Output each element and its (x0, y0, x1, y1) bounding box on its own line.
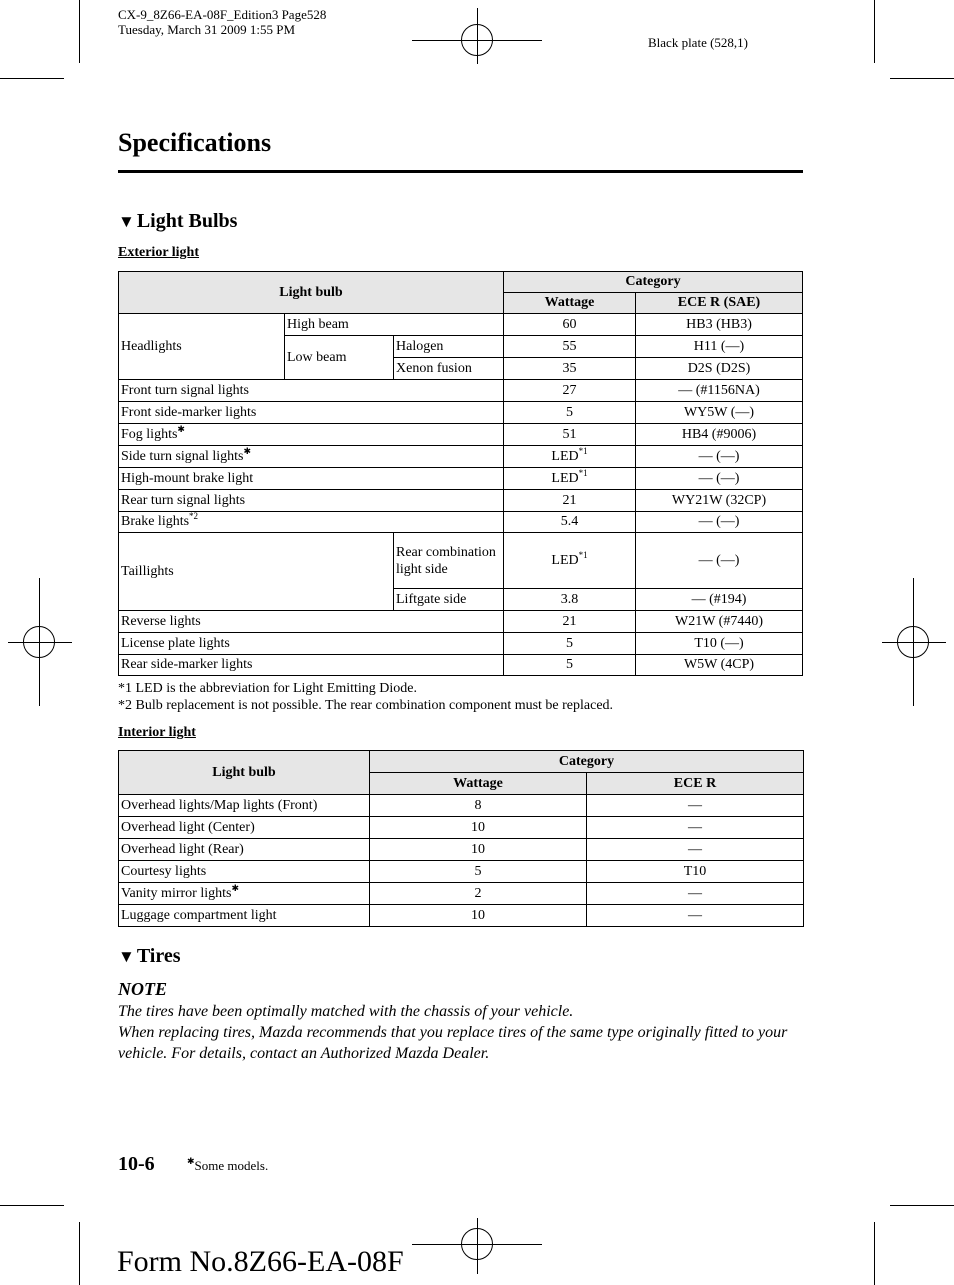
interior-light-table (118, 750, 804, 927)
bulb-ece: — (587, 795, 804, 817)
front-side-ece: WY5W (—) (636, 402, 803, 424)
bulb-name: Luggage compartment light (119, 905, 370, 927)
high-mount-wattage (504, 468, 636, 490)
liftgate-cell: Liftgate side (394, 589, 504, 611)
front-turn-wattage: 27 (504, 380, 636, 402)
interior-light-label: Interior light (118, 725, 196, 740)
xenon-cell: Xenon fusion (394, 358, 504, 380)
bulb-wattage: 10 (370, 817, 587, 839)
header-category: Category (370, 751, 804, 773)
bulb-name: Courtesy lights (119, 861, 370, 883)
bulb-name: Overhead lights/Map lights (Front) (119, 795, 370, 817)
table-row (119, 795, 804, 817)
high-beam-wattage: 60 (504, 314, 636, 336)
rear-side-wattage: 5 (504, 655, 636, 676)
bulb-name: Vanity mirror lights (121, 885, 232, 901)
liftgate-wattage: 3.8 (504, 589, 636, 611)
header-ece: ECE R (SAE) (636, 293, 803, 314)
brake-ece: — (—) (636, 512, 803, 533)
high-beam-ece: HB3 (HB3) (636, 314, 803, 336)
side-turn-ece: — (—) (636, 446, 803, 468)
bulb-wattage: 10 (370, 839, 587, 861)
star-icon: ✱ (177, 423, 185, 434)
table-row (119, 861, 804, 883)
side-turn-label: Side turn signal lights (121, 448, 244, 464)
halogen-ece: H11 (—) (636, 336, 803, 358)
note-line-1: The tires have been optimally matched with the chassis of your vehicle. (118, 1003, 574, 1020)
header-wattage: Wattage (504, 293, 636, 314)
brake-wattage: 5.4 (504, 512, 636, 533)
low-beam-cell: Low beam (285, 336, 394, 380)
plate-label: Black plate (528,1) (648, 35, 748, 50)
led-label: LED (551, 470, 579, 486)
bulb-name-cell (119, 883, 370, 905)
header-light-bulb: Light bulb (119, 272, 504, 314)
bulb-wattage: 2 (370, 883, 587, 905)
table-row (119, 883, 804, 905)
rear-turn-cell: Rear turn signal lights (119, 490, 504, 512)
high-beam-cell: High beam (285, 314, 504, 336)
rear-combo-wattage (504, 533, 636, 589)
rear-combo-ece: — (—) (636, 533, 803, 589)
footnote-2: *2 Bulb replacement is not possible. The rear combination component must be replaced. (118, 698, 614, 713)
fog-cell (119, 424, 504, 446)
page-number: 10-6 (118, 1153, 155, 1175)
reverse-wattage: 21 (504, 611, 636, 633)
footnote-ref-1: *1 (578, 445, 588, 456)
star-icon: ✱ (243, 445, 252, 456)
halogen-cell: Halogen (394, 336, 504, 358)
bulb-ece: — (587, 883, 804, 905)
rear-side-ece: W5W (4CP) (636, 655, 803, 676)
header-category: Category (504, 272, 803, 293)
front-side-wattage: 5 (504, 402, 636, 424)
some-models-note (187, 1158, 268, 1174)
some-models-text: Some models. (194, 1158, 269, 1173)
title-rule (118, 170, 803, 173)
page-title: Specifications (118, 128, 272, 157)
header-ece: ECE R (587, 773, 804, 795)
led-label: LED (551, 552, 579, 568)
taillights-cell: Taillights (119, 533, 394, 611)
reverse-cell: Reverse lights (119, 611, 504, 633)
header-wattage: Wattage (370, 773, 587, 795)
reverse-ece: W21W (#7440) (636, 611, 803, 633)
print-header-line2: Tuesday, March 31 2009 1:55 PM (118, 22, 296, 37)
license-cell: License plate lights (119, 633, 504, 655)
rear-side-cell: Rear side-marker lights (119, 655, 504, 676)
table-row (119, 817, 804, 839)
led-label: LED (551, 448, 579, 464)
print-header-line1: CX-9_8Z66-EA-08F_Edition3 Page528 (118, 7, 327, 22)
brake-cell (119, 512, 504, 533)
rear-combo-cell: Rear combination light side (394, 533, 504, 589)
front-turn-ece: — (#1156NA) (636, 380, 803, 402)
bulb-name: Overhead light (Center) (119, 817, 370, 839)
fog-wattage: 51 (504, 424, 636, 446)
front-turn-cell: Front turn signal lights (119, 380, 504, 402)
section-tires (118, 945, 181, 968)
table-row (119, 905, 804, 927)
section-tires-label: Tires (136, 945, 181, 967)
footnote-ref-1: *1 (578, 549, 588, 560)
note-heading: NOTE (118, 979, 167, 999)
rear-turn-ece: WY21W (32CP) (636, 490, 803, 512)
bulb-wattage: 8 (370, 795, 587, 817)
high-mount-ece: — (—) (636, 468, 803, 490)
xenon-ece: D2S (D2S) (636, 358, 803, 380)
license-ece: T10 (—) (636, 633, 803, 655)
rear-turn-wattage: 21 (504, 490, 636, 512)
footnote-1: *1 LED is the abbreviation for Light Emitting Diode. (118, 681, 417, 696)
headlights-cell: Headlights (119, 314, 285, 380)
bulb-ece: — (587, 905, 804, 927)
table-row (119, 839, 804, 861)
exterior-light-label: Exterior light (118, 245, 200, 260)
bulb-wattage: 5 (370, 861, 587, 883)
bulb-ece: — (587, 839, 804, 861)
section-light-bulbs-label: Light Bulbs (136, 210, 238, 232)
license-wattage: 5 (504, 633, 636, 655)
side-turn-wattage (504, 446, 636, 468)
header-light-bulb: Light bulb (119, 751, 370, 795)
section-light-bulbs (118, 210, 237, 233)
bulb-wattage: 10 (370, 905, 587, 927)
liftgate-ece: — (#194) (636, 589, 803, 611)
star-icon: ✱ (187, 1156, 195, 1166)
footnote-ref-2: *2 (189, 511, 199, 521)
side-turn-cell (119, 446, 504, 468)
note-line-2: When replacing tires, Mazda recommends that you replace tires of the same type originally fitted to your vehicle. For details, contact an Authorized Mazda Dealer. (118, 1024, 788, 1062)
star-icon: ✱ (231, 882, 239, 893)
triangle-icon: ▼ (118, 212, 135, 231)
high-mount-cell: High-mount brake light (119, 468, 504, 490)
xenon-wattage: 35 (504, 358, 636, 380)
fog-ece: HB4 (#9006) (636, 424, 803, 446)
bulb-ece: — (587, 817, 804, 839)
exterior-light-table (118, 271, 803, 676)
bulb-name: Overhead light (Rear) (119, 839, 370, 861)
brake-label: Brake lights (121, 514, 190, 529)
bulb-ece: T10 (587, 861, 804, 883)
halogen-wattage: 55 (504, 336, 636, 358)
form-number: Form No.8Z66-EA-08F (117, 1245, 404, 1278)
footnote-ref-1: *1 (578, 467, 588, 478)
triangle-icon: ▼ (118, 947, 135, 966)
front-side-cell: Front side-marker lights (119, 402, 504, 424)
fog-label: Fog lights (121, 426, 178, 442)
